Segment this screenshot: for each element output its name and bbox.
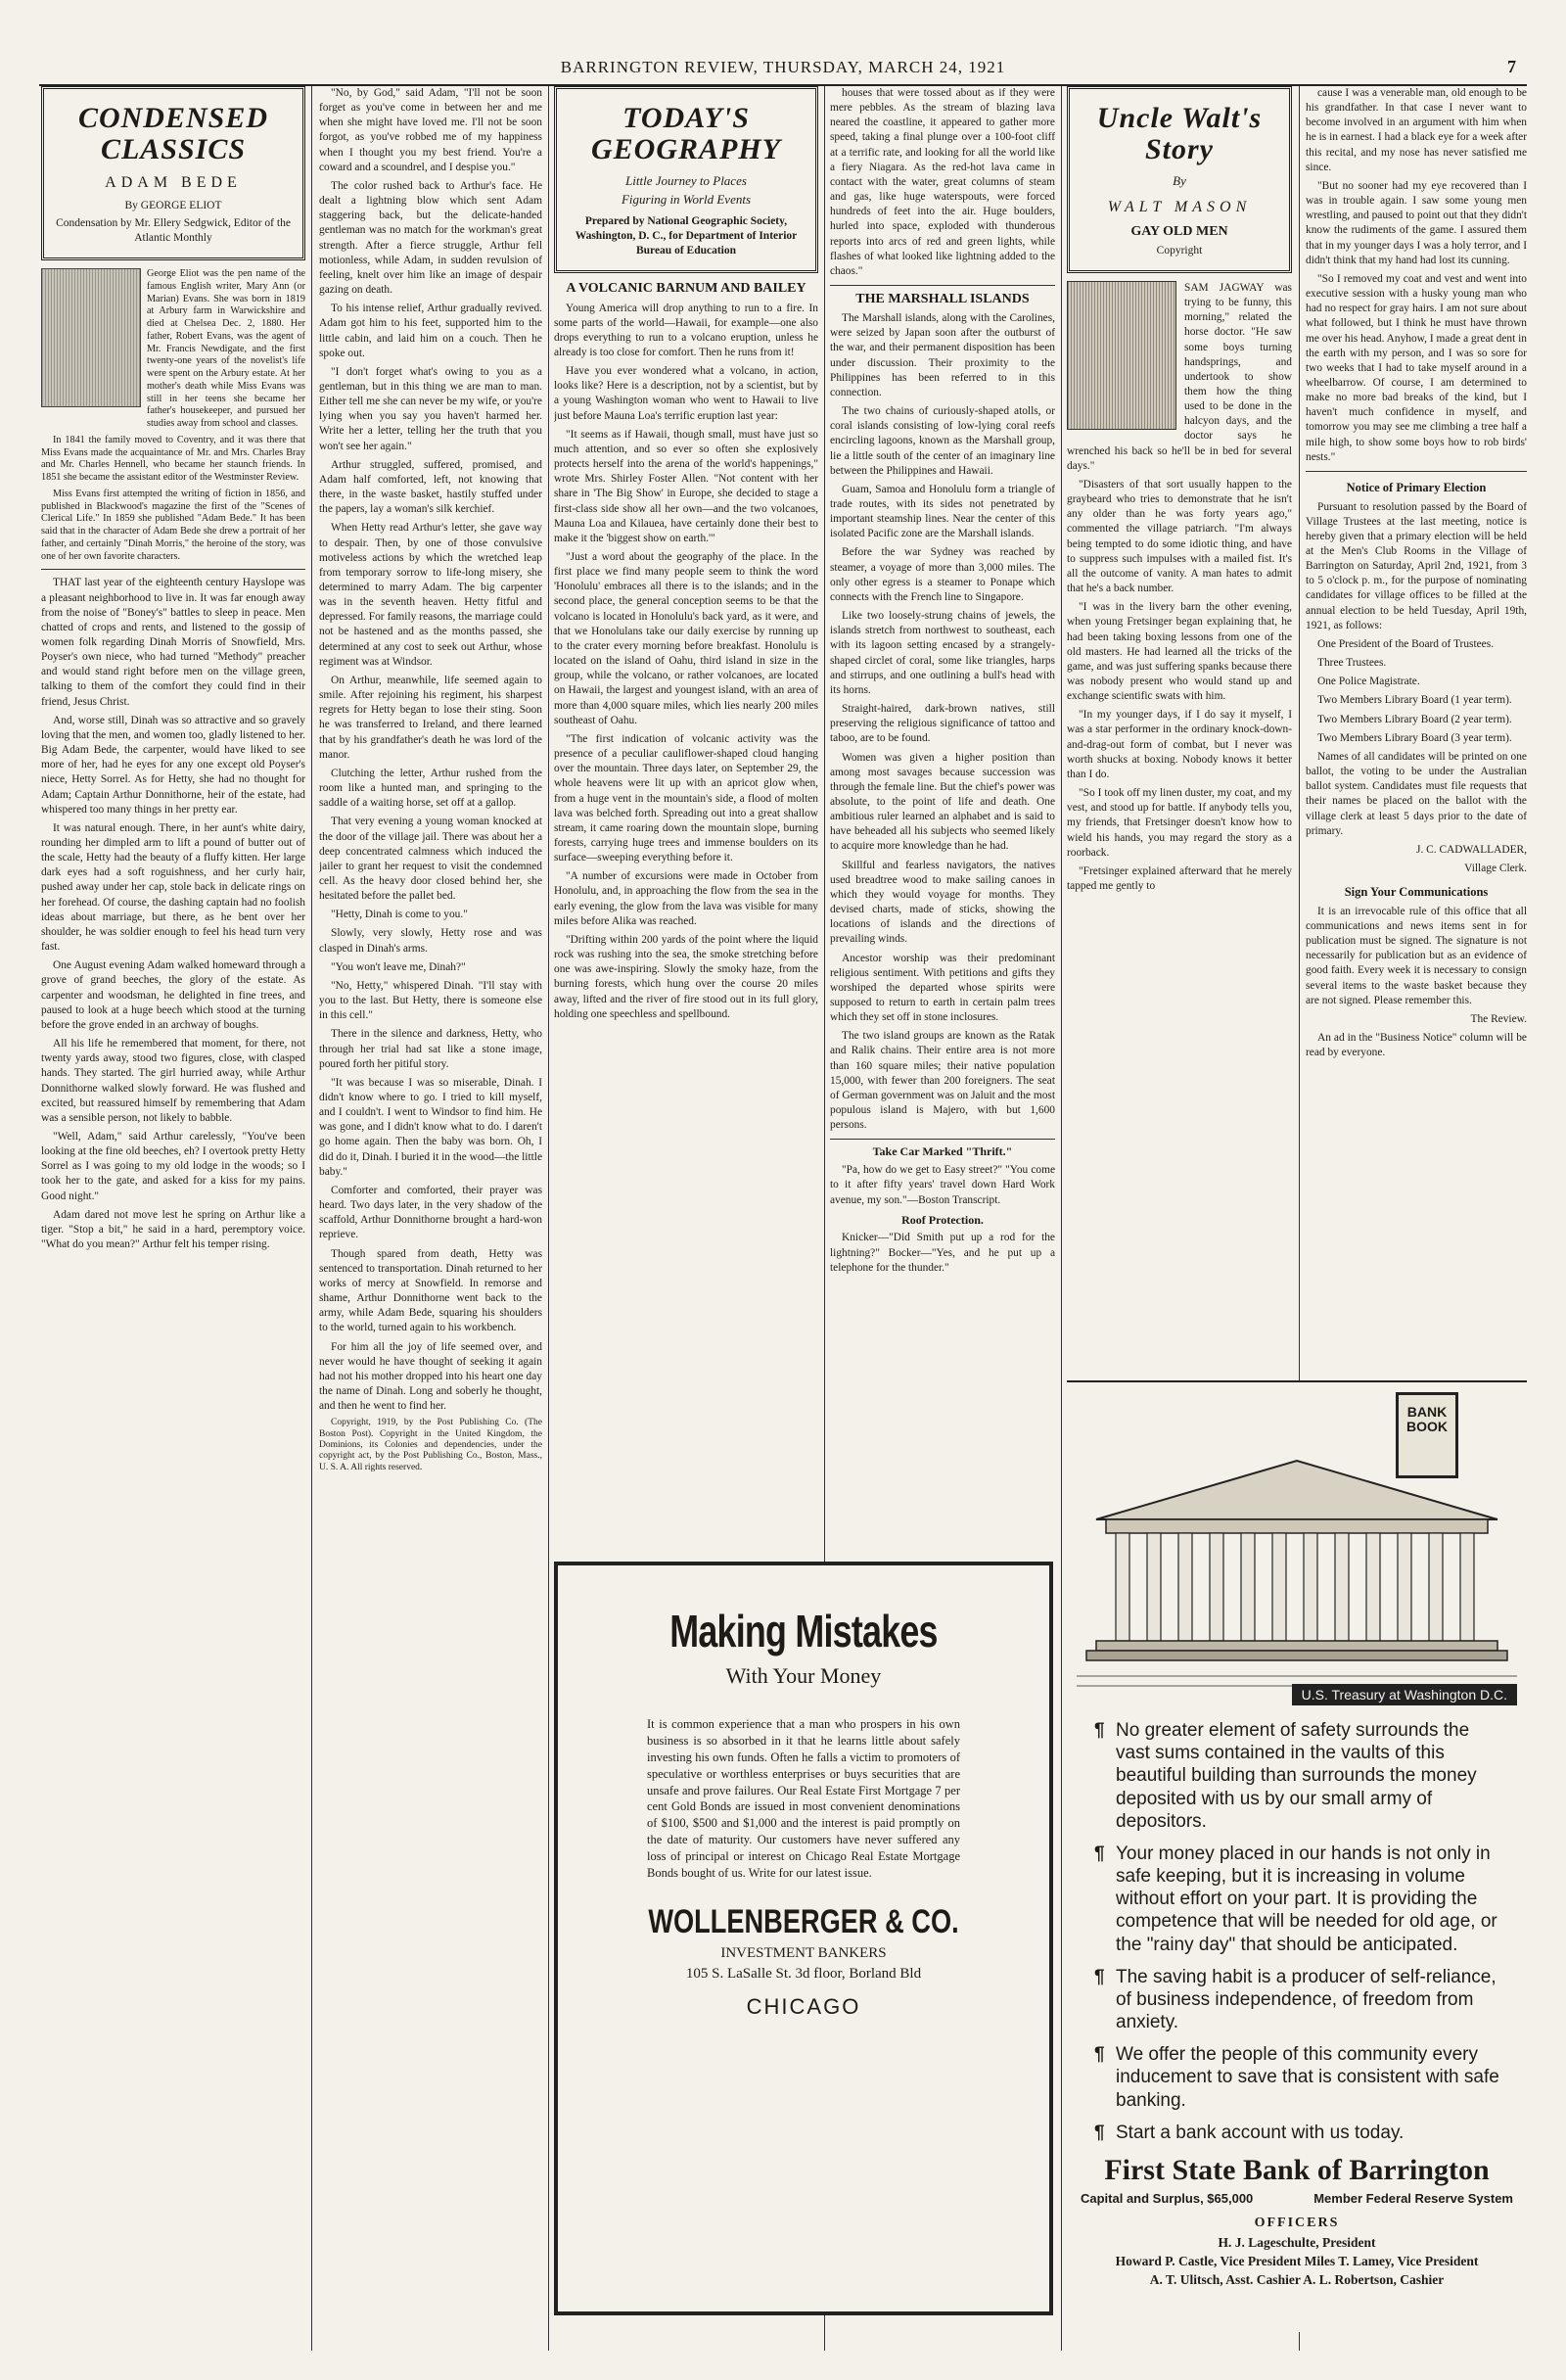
article-paragraph: "It seems as if Hawaii, though small, must have just so much attention, and so ever so often she explosively protects herself into the arena of the world's happenings," wrote Mrs. Shirley Foster Allen. "Not content with her share in 'The Big Show' in Europe, she decided to stage a first-class side show all her own—and the two volcanoes, Mauna Loa and Kilauea, have certainly done their best to make it the 'biggest show on earth.'" — [554, 428, 818, 544]
article-paragraph: "The first indication of volcanic activity was the presence of a peculiar cauliflower-shaped cloud hanging over the mountain. Three days later, on September 29, the whole heavens were lit up with an apricot glow when, from a huge vent in the mountain's side, a flood of molten lava was belched forth. Spreading out into a great shallow stream, it came roaring down the mountain slope, burning forests, carrying huge trees and immense boulders on its surface—sweeping everything before it. — [554, 732, 818, 864]
story-paragraph: "It was because I was so miserable, Dinah. I didn't know where to go. I tried to kill myself, and I couldn't. I went to Windsor to find him. He was gone, and I didn't know what to do. I daren't go home again. Then the baby was born. Oh, I did do it, Dinah. I buried it in the wood—the little baby." — [319, 1076, 542, 1178]
story-paragraph: Slowly, very slowly, Hetty rose and was clasped in Dinah's arms. — [319, 927, 542, 955]
signer: J. C. CADWALLADER, — [1416, 843, 1527, 856]
story-paragraph: To his intense relief, Arthur gradually revived. Adam got him to his feet, supported him to the little cabin, and laid him on a couch. Then he spoke out. — [319, 303, 542, 359]
bank-capital-line — [1081, 2191, 1513, 2206]
story-paragraph: It was natural enough. There, in her aunt's white dairy, rounding her dimpled arm to lift a pound of butter out of the scale, Hetty had the beauty of a fluffy kitten. Her large dark eyes had a soft roguishness, and her curly hair, pushed away under her cap, stole back in delicate rings on her forehead. Of course, the dashing captain had no foolish ideas about marriage, but there, as he bent over her shoulder, he was soldier enough to feel his head turn very fast. — [41, 821, 305, 954]
masthead — [39, 51, 1527, 86]
article-paragraph: Skillful and fearless navigators, the natives used breadtree wood to make sailing canoes in which they would voyage for months. They devised charts, made of sticks, showing the locations of islands and the directions of prevailing winds. — [830, 859, 1055, 946]
wollenberger-advertisement — [554, 1562, 1053, 2315]
condensed-title: CONDENSED CLASSICS — [77, 102, 269, 165]
notice-item: Two Members Library Board (3 year term). — [1317, 731, 1512, 744]
story-paragraph: On Arthur, meanwhile, life seemed again to smile. After rejoining his regiment, his sharpest regrets for Hetty began to lose their sting. Soon he was transferred to Ireland, and there learned that by his grandfather's death he was lord of the manor. — [319, 674, 542, 761]
article-paragraph: The two chains of curiously-shaped atolls, or coral islands consisting of low-lying coral reefs encircling lagoons, known as the Marshall group, lie a little south of the center of an imaginary line between the Philippines and Hawaii. — [830, 405, 1055, 477]
uncle-walt-box — [1067, 86, 1292, 273]
illustration-caption: U.S. Treasury at Washington D.C. — [1292, 1684, 1517, 1705]
bank-point: ¶ The saving habit is a producer of self-reliance, of business independence, of freedom from anxiety. — [1094, 1966, 1507, 2034]
story-paragraph: For him all the joy of life seemed over, and never would he have thought of seeking it again had not his mother dropped into his heart one day the name of Dinah. Long and soberly he thought, and then he went to find her. — [319, 1340, 542, 1413]
bank-name: First State Bank of Barrington — [1104, 2153, 1490, 2186]
article-paragraph: The two island groups are known as the Ratak and Ralik chains. Their entire area is not more than 160 square miles; their native population 15,000, with fewer than 200 foreigners. The seat of German government was on Jaluit and the most populous island is Majero, with but 1,600 persons. — [830, 1030, 1055, 1132]
signer-title: Village Clerk. — [1464, 862, 1527, 874]
story-paragraph: "I was in the livery barn the other evening, when young Fretsinger began explaining that, he had been taking boxing lessons from one of the old masters. He had learned all the tricks of the game, and was just suffering spanks because there was nobody present who would stand up and exchange scientific swats with him. — [1067, 601, 1292, 703]
article-heading: A VOLCANIC BARNUM AND BAILEY — [566, 281, 806, 297]
officers-heading: OFFICERS — [1254, 2215, 1340, 2230]
story-paragraph: Arthur struggled, suffered, promised, and Adam half comforted, left, not knowing that there, in the waste basket, hastily stuffed under the papers, lay a woman's silk kerchief. — [319, 458, 542, 516]
column-adam-bede-continued — [319, 86, 542, 2351]
ad-headline: Making Mistakes — [669, 1606, 938, 1657]
notice-item: One Police Magistrate. — [1317, 676, 1420, 688]
masthead-title: BARRINGTON REVIEW, THURSDAY, MARCH 24, 1921 — [560, 58, 1006, 76]
story-paragraph: All his life he remembered that moment, for there, not twenty yards away, stood two figures, close, with clasped hands. They started. The girl hurried away, while Arthur Donnithorne walked slowly forward. He was flushed and excited, but reassured himself by remembering that Adam was a sensible person, not likely to babble. — [41, 1038, 305, 1124]
column-rule — [311, 86, 312, 2351]
divider — [830, 285, 1055, 286]
geography-subtitle: Little Journey to Places — [625, 173, 747, 188]
joke-heading: Take Car Marked "Thrift." — [872, 1144, 1013, 1159]
bio-text-3: Miss Evans first attempted the writing of fiction in 1856, and published in Blackwood's magazine the first of the "Scenes of Clerical Life." In 1859 she published "Adam Bede." It has been said that in the character of Adam Bede she drew a portrait of her father, and certainly "Dinah Morris," the heroine of the story, was one of her own favorite characters. — [41, 488, 305, 562]
column-uncle-walt — [1067, 86, 1292, 1372]
article-paragraph: Young America will drop anything to run to a fire. In some parts of the world—Hawaii, for example—one also drops everything to run to a volcano eruption, unless he already is too close for comfort. Then he runs from it! — [554, 302, 818, 358]
notice-item: Two Members Library Board (2 year term). — [1317, 713, 1512, 725]
page-number: 7 — [1507, 57, 1517, 76]
notice-heading: Sign Your Communications — [1344, 885, 1489, 900]
story-paragraph: "Disasters of that sort usually happen to the graybeard who tries to demonstrate that he isn't any older than he was forty years ago," commented the village patriarch. "I'm always being tempted to do some idiotic thing, and have to suppress such impulses with a mailed fist. It's all the outcome of vanity. A man hates to admit that he's a back number. — [1067, 478, 1292, 595]
article-paragraph: "Drifting within 200 yards of the point where the liquid rock was rushing into the sea, the smoke stretching before one was awe-inspiring. Slowly the smoky haze, from the burning forests, which hung over the course 20 miles away, lifted and the river of fire stood out in its full glory, holding one speechless and spellbound. — [554, 933, 818, 1020]
story-paragraph: THAT last year of the eighteenth century Hayslope was a pleasant neighborhood to live in. It was far enough away from the noise of "Boney's" battles to sleep in peace. Men chatted of crops and rents, and listened to the gossip of women folk regarding Dinah Morris of Snowfield, Mrs. Poyser's own niece, who had turned "Methody" preacher and would stand right before men on the village green, talking to them of the comfort they could find in their friend, Jesus Christ. — [41, 577, 305, 708]
story-paragraph: The color rushed back to Arthur's face. He dealt a lightning blow which sent Adam staggering back, but the delicate-handed gentleman was no match for the workman's great strength. After a fierce struggle, Arthur fell motionless, while Adam, in sudden revulsion of feeling, knelt over him like an image of despair gazing on death. — [319, 179, 542, 297]
story-paragraph: Though spared from death, Hetty was sentenced to transportation. Dinah returned to her works of mercy at Snowfield. In remorse and shame, Arthur Donnithorne went back to the army, while Adam Bede, squaring his shoulders to the world, turned again to his workbench. — [319, 1247, 542, 1334]
bank-point: ¶ Your money placed in our hands is not only in safe keeping, but it is increasing in volume without effort on your part. It is providing the competence that will be needed for old age, or the "rainy day" that should be anticipated. — [1094, 1843, 1507, 1956]
geography-title: TODAY'S GEOGRAPHY — [590, 102, 781, 165]
bank-point: ¶ Start a bank account with us today. — [1094, 2122, 1507, 2144]
column-rule — [548, 86, 549, 2351]
walt-mason-portrait — [1067, 281, 1176, 430]
notice-body: Pursuant to resolution passed by the Board of Village Trustees at the last meeting, notice is hereby given that a primary election will be held at the Men's Club Rooms in the Village of Barrington on Saturday, April 2nd, 1921, from 3 to 5 o'clock p. m., for the purpose of nominating candidates for village offices to be filled at the annual election to be held Tuesday, April 19th, 1921, as follows: — [1306, 500, 1527, 631]
treasury-illustration — [1077, 1392, 1517, 1705]
geography-box — [554, 86, 818, 273]
notice-body: Names of all candidates will be printed on one ballot, the voting to be under the Australian ballot system. Candidates must file requests that their names be placed on the ballot with the village clerk at least 5 days prior to the date of primary. — [1306, 750, 1527, 837]
column-rule — [1061, 86, 1062, 2351]
article-paragraph: Ancestor worship was their predominant religious sentiment. With petitions and gifts they worshiped the departed whose spirits were supposed to return to earth in certain palm trees which they set off in stone inclosures. — [830, 952, 1055, 1024]
walt-by: By — [1173, 173, 1186, 188]
story-paragraph: That very evening a young woman knocked at the door of the village jail. There was about her a deep concentrated calmness which induced the jailer to grant her request to visit the condemned cell. As the heavy door closed behind her, she hesitated before the pallet bed. — [319, 816, 542, 903]
column-geography — [554, 86, 818, 1548]
divider — [830, 1139, 1055, 1140]
story-paragraph: One August evening Adam walked homeward through a grove of grand beeches, the glory of the estate. As carpenter and woodsman, he delighted in fine trees, and paused to look at a huge beech which stood at the turning before the grove ended in an archway of boughs. — [41, 959, 305, 1031]
story-paragraph: "No, by God," said Adam, "I'll not be soon forget as you've come in between her and me when she might have loved me. I'll not be soon forgot, as you've robbed me of my happiness when I thought you my best friend. You're a coward and a scoundrel, and I despise you." — [319, 87, 542, 173]
notice-item: One President of the Board of Trustees. — [1317, 637, 1495, 650]
bio-text: George Eliot was the pen name of the famous English writer, Mary Ann (or Marian) Evans. She was born in 1819 at Arbury farm in Warwickshire and died at Chelsea Dec. 2, 1880. Her father, Robert Evans, was the agent of Mr. Francis Newdigate, and the first twenty-one years of the novelist's life were spent on the Arbury estate. At her mother's death while Miss Evans was still in her teens she became her father's housekeeper, and pursued her studies away from school and classes. — [147, 268, 305, 430]
story-paragraph: There in the silence and darkness, Hetty, who through her trial had sat like a stone image, poured forth her pitiful story. — [319, 1028, 542, 1070]
joke-heading: Roof Protection. — [901, 1212, 984, 1227]
story-paragraph: "No, Hetty," whispered Dinah. "I'll stay with you to the last. But Hetty, there is someone else in this cell." — [319, 979, 542, 1022]
george-eliot-portrait — [41, 268, 141, 407]
ad-firm: WOLLENBERGER & CO. — [648, 1902, 959, 1940]
story-paragraph: "Well, Adam," said Arthur carelessly, "You've been looking at the fine old beeches, eh? I overtook pretty Hetty Sorrel as I was going to my old lodge in the woods; so I took her to the gate, and asked for a kiss for my pains. Good night." — [41, 1130, 305, 1202]
condensed-classics-box — [41, 86, 305, 260]
ad-firm-kind: INVESTMENT BANKERS — [720, 1944, 887, 1961]
bank-capital: Capital and Surplus, $65,000 — [1081, 2190, 1254, 2206]
signer: The Review. — [1470, 1012, 1527, 1025]
author: By GEORGE ELIOT — [124, 200, 222, 212]
story-paragraph: "In my younger days, if I do say it myself, I was a star performer in the ordinary knock-down-and-drag-out form of combat, but I never was worth shucks at boxing. Nobody knows it better than I do. — [1067, 709, 1292, 780]
notice-heading: Notice of Primary Election — [1346, 480, 1487, 494]
bank-book-icon: BANK BOOK — [1396, 1392, 1458, 1478]
officer-line: Howard P. Castle, Vice President Miles T. Lamey, Vice President — [1115, 2253, 1479, 2268]
walt-author: WALT MASON — [1107, 199, 1252, 216]
notice-body: An ad in the "Business Notice" column will be read by everyone. — [1306, 1032, 1527, 1059]
article-paragraph: Before the war Sydney was reached by steamer, a voyage of more than 3,000 miles. The only other egress is a steamer to Ponape which connects with the French line to Singapore. — [830, 546, 1055, 603]
article-paragraph: Straight-haired, dark-brown natives, still preserving the religious significance of tattoo and taboo, are to be found. — [830, 703, 1055, 745]
article-paragraph: "A number of excursions were made in October from Honolulu, and, in approaching the flow from the sea in the early evening, the glow from the lava was visible for many miles before Alika was reached. — [554, 870, 818, 927]
story-paragraph: "So I removed my coat and vest and went into executive session with a husky young man who had no respect for gray hairs. I am not sure about what followed, but I think he must have thrown me over his head. Anyhow, I made a great dent in the earth with my person, and I was so sore for two weeks that I had to take myself around in a wheelbarrow. Of course, I am determined to make no more bad breaks of the kind, but I haven't much confidence in myself, and tomorrow you may see me climbing a tree half a mile high, to show some boys how to rob birds' nests." — [1306, 272, 1527, 463]
bank-points — [1094, 1719, 1507, 2144]
article-heading: THE MARSHALL ISLANDS — [855, 292, 1030, 307]
story-text: SAM JAGWAY was trying to be funny, this morning," related the horse doctor. "He saw some boys turning handsprings, and undertook to show them how the thing used to be done in the halcyon days, and the doctor says he wrenched his back so he'll be in bed for several days." — [1067, 281, 1292, 472]
ad-city: CHICAGO — [746, 1993, 861, 2019]
walt-story-title: GAY OLD MEN — [1130, 223, 1228, 239]
column-notices — [1306, 86, 1527, 1372]
divider — [1306, 471, 1527, 472]
author-bio — [41, 268, 305, 431]
condensation-credit: Condensation by Mr. Ellery Sedgwick, Editor of the Atlantic Monthly — [56, 216, 291, 244]
ad-subheadline: With Your Money — [725, 1663, 882, 1688]
story-paragraph: "I don't forget what's owing to you as a gentleman, but in this thing we are man to man. Either tell me she can never be my wife, or you're lying when you say you haven't harmed her. Write her a letter, telling her the truth that you won't see her again." — [319, 365, 542, 452]
bio-text-2: In 1841 the family moved to Coventry, and it was there that Miss Evans made the acquaintance of Mr. and Mrs. Charles Bray and Mr. Charles Hennell, who became her staunch friends. In 1851 she became the assistant editor of the Westminster Review. — [41, 434, 305, 484]
joke-text: "Pa, how do we get to Easy street?" "You come to it after fifty years' travel down Hard Work avenue, my son."—Boston Transcript. — [830, 1164, 1055, 1206]
bank-point: ¶ No greater element of safety surrounds the vast sums contained in the vaults of this beautiful building than surrounds the money deposited with us by our small army of depositors. — [1094, 1719, 1507, 1833]
bank-advertisement — [1067, 1380, 1527, 2332]
article-paragraph: "Just a word about the geography of the place. In the first place we find many people seem to think the word 'Honolulu' embraces all there is to the islands; and in the second place, the general conception seems to be that the volcano is located in Honolulu's back yard, as it were, and that we Honolulans take our daily exercise by running up to the crater every morning before breakfast. Honolulu is located on the island of Oahu, third island in size in the group, while the volcano, or rather volcanoes, are located on Hawaii, the largest and youngest island, with an area of more than 4,000 square miles, which lies nearly 200 miles southeast of Oahu. — [554, 551, 818, 726]
geography-subtitle-2: Figuring in World Events — [621, 192, 752, 208]
notice-item: Three Trustees. — [1317, 657, 1387, 670]
ad-body: It is common experience that a man who prospers in his own business is so absorbed in it that he learns little about safely investing his own funds. Often he falls a victim to promoters of speculative or worthless enterprises or buys securities that are unsafe and prove failures. Our Real Estate First Mortgage 7 per cent Gold Bonds are issued in most convenient denominations of $100, $500 and $1,000 and the interest is paid promptly on the date of maturity. Our customers have never suffered any loss of principal or interest on Chicago Real Estate Mortgage Bonds bought of us. Write for our latest issue. — [647, 1717, 960, 1880]
article-paragraph: Guam, Samoa and Honolulu form a triangle of trade routes, with its sides not penetrated by important steamship lines. Near the center of this isolated Pacific zone are the Marshall islands. — [830, 483, 1055, 540]
work-title: ADAM BEDE — [105, 174, 242, 191]
joke-text: Knicker—"Did Smith put up a rod for the lightning?" Bocker—"Yes, and he put up a telephone for the thunder." — [830, 1232, 1055, 1274]
story-paragraph: Adam dared not move lest he spring on Arthur like a tiger. "Stop a bit," he said in a hard, peremptory voice. "What do you mean?" Arthur felt his temper rising. — [41, 1208, 305, 1251]
story-paragraph: "Hetty, Dinah is come to you." — [331, 909, 468, 921]
walt-title: Uncle Walt's Story — [1096, 102, 1263, 165]
story-paragraph: Clutching the letter, Arthur rushed from the room like a hunted man, and springing to the saddle of a waiting horse, set off at a gallop. — [319, 767, 542, 810]
copyright-credit: Copyright, 1919, by the Post Publishing Co. (The Boston Post). Copyright in the United Kingdom, the Dominions, its Colonies and dependencies, under the copyright act, by the Post Publishing Co., Boston, Mass., U. S. A. All rights reserved. — [319, 1418, 542, 1472]
story-paragraph: When Hetty read Arthur's letter, she gave way to despair. Then, by one of those convulsive motiveless actions by which the wretched leap from temporary sorrow to life-long misery, she determined to marry Adam. The big carpenter was in the seventh heaven. Hetty fitful and depressed. For family reasons, the marriage could not be hastened and as the months passed, she determined at any cost to seek out Arthur, whose regiment was at Windsor. — [319, 522, 542, 668]
bank-point: ¶ We offer the people of this community every inducement to save that is consistent with safe banking. — [1094, 2043, 1507, 2112]
story-paragraph: "Fretsinger explained afterward that he merely tapped me gently to — [1067, 864, 1292, 893]
article-paragraph: Like two loosely-strung chains of jewels, the islands stretch from northwest to southeast, each with its lagoon setting encased by a strangely-shaped circlet of coral, some like triangles, harps and stirrups, and one outlining a bull's head with its horns. — [830, 610, 1055, 696]
story-paragraph: "So I took off my linen duster, my coat, and my vest, and stood up for battle. If anybody tells you, my friends, that Fretsinger doesn't know how to wield his hands, you may regard the story as a roorback. — [1067, 787, 1292, 859]
story-paragraph: cause I was a venerable man, old enough to be his grandfather. In that case I never want to become involved in an argument with him when he is in earnest. I had a black eye for a week after this recital, and my nose has never satisfied me since. — [1306, 87, 1527, 173]
story-paragraph: "You won't leave me, Dinah?" — [331, 960, 466, 973]
article-paragraph: The Marshall islands, along with the Carolines, were seized by Japan soon after the outburst of the war, and their permanent disposition has been under discussion. Their proximity to the Philippines has been referred to in this connection. — [830, 312, 1055, 398]
bank-member: Member Federal Reserve System — [1313, 2190, 1513, 2206]
ad-address: 105 S. LaSalle St. 3d floor, Borland Bld — [685, 1965, 922, 1982]
officer-line: A. T. Ulitsch, Asst. Cashier A. L. Robertson, Cashier — [1149, 2271, 1445, 2287]
story-paragraph: And, worse still, Dinah was so attractive and so gravely loving that the men, and women too, gladly listened to her. Big Adam Bede, the carpenter, would have liked to see more of her, had he eyes for any one except old Poyser's niece, Hetty Sorrel. As for Hetty, she had no thought for Adam; Captain Arthur Donnithorne, heir of the estate, had whispered too many things in her pretty ear. — [41, 714, 305, 816]
article-paragraph: Women was given a higher position than among most savages because succession was through the female line. But the chief's power was absolute, to the point of life and death. One ambitious ruler learned an alphabet and is said to have beheaded all his subjects who seemed likely to acquire more knowledge than he had. — [830, 751, 1055, 853]
walt-copyright: Copyright — [1156, 244, 1203, 257]
story-paragraph: "But no sooner had my eye recovered than I was in trouble again. I saw some young men wrestling, and paused to point out that they didn't know the rudiments of the game. I assured them that in my younger days I was a holy terror, and I didn't think that my hand had lost its cunning. — [1306, 179, 1527, 266]
story-paragraph: Comforter and comforted, their prayer was heard. Two days later, in the very shadow of the scaffold, Arthur Donnithorne brought a hard-won reprieve. — [319, 1184, 542, 1241]
story-paragraph — [1067, 281, 1292, 474]
notice-item: Two Members Library Board (1 year term). — [1317, 694, 1512, 707]
prepared-by: Prepared by National Geographic Society, Washington, D. C., for Department of Interior Bureau of Education — [575, 214, 798, 257]
article-paragraph: houses that were tossed about as if they were mere pebbles. As the stream of blazing lava neared the coastline, it appeared to gather more speed, taking a final plunge over a 100-foot cliff at a terrific rate, and looking for all the world like a fiery Niagara. As the red-hot lava came in contact with the water, great columns of steam and gas, like huge waterspouts, were forced hundreds of feet into the air. Huge boulders, hurled into space, exploded with thunderous reports into arcs of red and green lights, while flashes of what looked like lightning added to the chaos." — [830, 87, 1055, 277]
column-marshall-islands — [830, 86, 1055, 1548]
notice-body: It is an irrevocable rule of this office that all communications and news items sent in for publication must be signed. The signature is not necessarily for publication but as an evidence of good faith. Every week it is necessary to consign several items to the waste basket because they are not signed. Please remember this. — [1306, 905, 1527, 1006]
divider — [41, 569, 305, 570]
officer-line: H. J. Lageschulte, President — [1218, 2234, 1376, 2250]
column-condensed-classics — [41, 86, 305, 2351]
article-paragraph: Have you ever wondered what a volcano, in action, looks like? Here is a description, not by a scientist, but by a young Washington woman who went to Hawaii to live just before Mauna Loa's terrific eruption last year: — [554, 365, 818, 422]
